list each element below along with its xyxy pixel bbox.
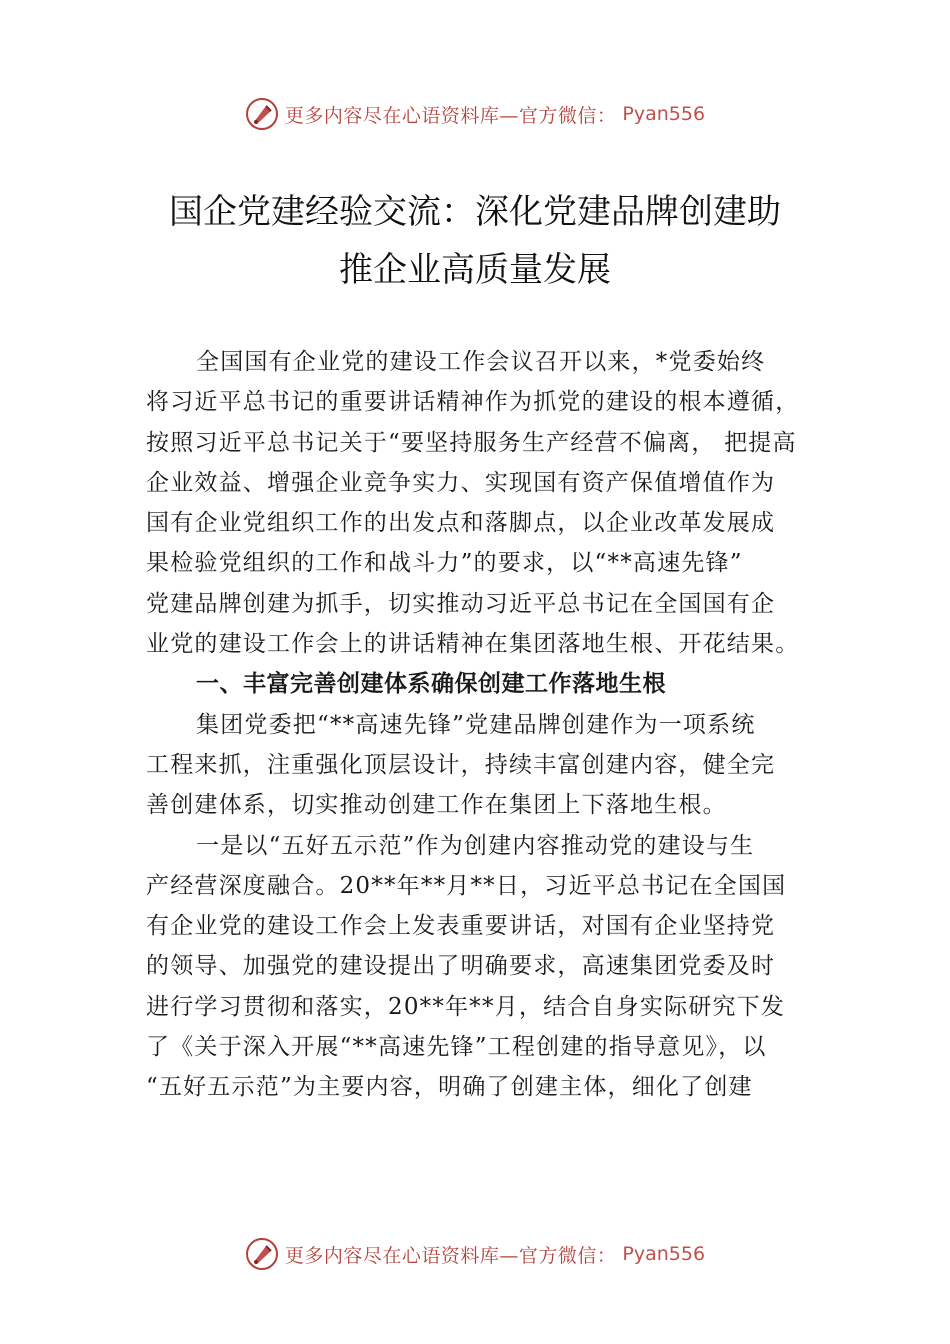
paragraph-line: 将习近平总书记的重要讲话精神作为抓党的建设的根本遵循，: [146, 389, 800, 416]
paragraph-line: 一是以“五好五示范”作为创建内容推动党的建设与生: [196, 832, 755, 859]
paragraph-line: “五好五示范”为主要内容，明确了创建主体，细化了创建: [146, 1074, 753, 1101]
document-body: [146, 342, 826, 1108]
paragraph-line: 的领导、加强党的建设提出了明确要求，高速集团党委及时: [146, 953, 776, 980]
paragraph-line: 有企业党的建设工作会上发表重要讲话，对国有企业坚持党: [146, 913, 776, 940]
pen-nib-logo-icon: [245, 1237, 279, 1271]
banner-wechat-id: Pyan556: [622, 1243, 706, 1265]
document-title: [100, 183, 850, 299]
banner-text: 更多内容尽在心语资料库—官方微信：: [284, 104, 617, 127]
title-line-1: 国企党建经验交流：深化党建品牌创建助: [169, 192, 781, 232]
paragraph-line: 业党的建设工作会上的讲话精神在集团落地生根、开花结果。: [146, 631, 800, 658]
paragraph-line: 党建品牌创建为抓手，切实推动习近平总书记在全国国有企: [146, 590, 776, 617]
paragraph-line: 了《关于深入开展“**高速先锋”工程创建的指导意见》，以: [146, 1034, 767, 1061]
paragraph-line: 产经营深度融合。20**年**月**日，习近平总书记在全国国: [146, 872, 787, 899]
section-heading: 一、丰富完善创建体系确保创建工作落地生根: [196, 671, 666, 698]
paragraph-line: 全国国有企业党的建设工作会议召开以来，*党委始终: [196, 349, 766, 375]
banner-text: 更多内容尽在心语资料库—官方微信：: [284, 1244, 617, 1267]
paragraph-line: 集团党委把“**高速先锋”党建品牌创建作为一项系统: [196, 711, 756, 738]
paragraph-line: 善创建体系，切实推动创建工作在集团上下落地生根。: [146, 792, 727, 819]
paragraph-line: 工程来抓，注重强化顶层设计，持续丰富创建内容，健全完: [146, 751, 776, 778]
footer-watermark-banner: [0, 1236, 950, 1272]
pen-nib-logo-icon: [245, 97, 279, 131]
title-line-2: 推企业高质量发展: [339, 250, 611, 290]
paragraph-line: 按照习近平总书记关于“要坚持服务生产经营不偏离， 把提高: [146, 429, 797, 456]
paragraph-line: 国有企业党组织工作的出发点和落脚点，以企业改革发展成: [146, 510, 776, 537]
header-watermark-banner: [0, 96, 950, 132]
paragraph-line: 进行学习贯彻和落实，20**年**月，结合自身实际研究下发: [146, 993, 786, 1020]
banner-wechat-id: Pyan556: [622, 103, 706, 125]
paragraph-line: 果检验党组织的工作和战斗力”的要求，以“**高速先锋”: [146, 550, 743, 577]
paragraph-line: 企业效益、增强企业竞争实力、实现国有资产保值增值作为: [146, 469, 776, 496]
